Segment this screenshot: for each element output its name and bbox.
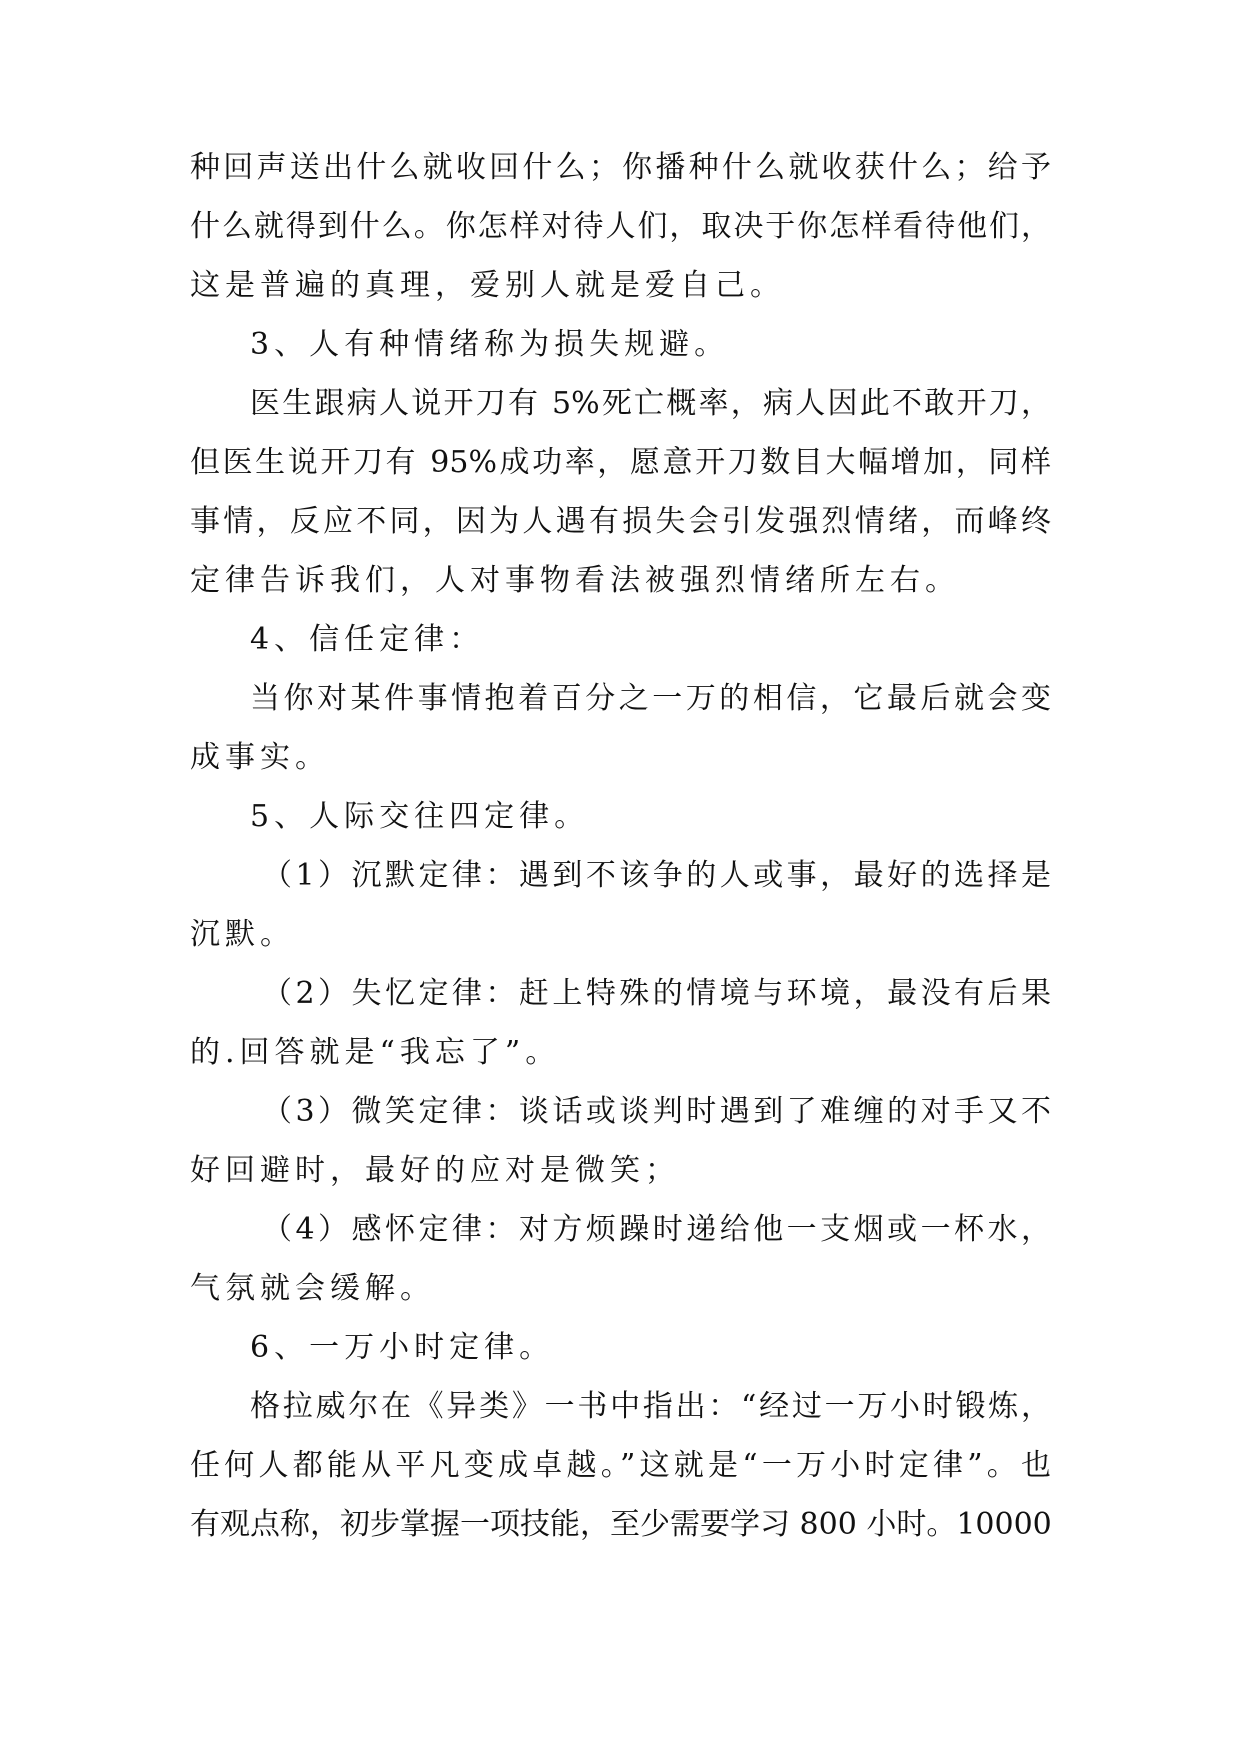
list-item: （3）微笑定律：谈话或谈判时遇到了难缠的对手又不 xyxy=(262,1094,1051,1129)
section-heading: 6、一万小时定律。 xyxy=(250,1330,555,1365)
text-line: 医生跟病人说开刀有 5%死亡概率，病人因此不敢开刀， xyxy=(250,386,1051,421)
text-line: 种回声送出什么就收回什么；你播种什么就收获什么；给予 xyxy=(190,150,1051,185)
section-heading: 4、信任定律： xyxy=(250,622,485,657)
text-line: 的.回答就是“我忘了”。 xyxy=(190,1035,561,1070)
text-line: 好回避时，最好的应对是微笑； xyxy=(190,1153,680,1188)
text-line: 但医生说开刀有 95%成功率，愿意开刀数目大幅增加，同样 xyxy=(190,445,1051,480)
text-line: 格拉威尔在《异类》一书中指出：“经过一万小时锻炼， xyxy=(250,1389,1051,1424)
section-heading: 3、人有种情绪称为损失规避。 xyxy=(250,327,730,362)
text-line: 气氛就会缓解。 xyxy=(190,1271,435,1306)
section-heading: 5、人际交往四定律。 xyxy=(250,799,590,834)
text-line: 有观点称，初步掌握一项技能，至少需要学习 800 小时。10000 xyxy=(190,1507,1052,1542)
text-line: 这是普遍的真理，爱别人就是爱自己。 xyxy=(190,268,785,303)
text-line: 当你对某件事情抱着百分之一万的相信，它最后就会变 xyxy=(250,681,1051,716)
list-item: （4）感怀定律：对方烦躁时递给他一支烟或一杯水， xyxy=(262,1212,1051,1247)
text-line: 沉默。 xyxy=(190,917,295,952)
text-line: 任何人都能从平凡变成卓越。”这就是“一万小时定律”。也 xyxy=(190,1448,1051,1483)
text-line: 成事实。 xyxy=(190,740,330,775)
text-line: 事情，反应不同，因为人遇有损失会引发强烈情绪，而峰终 xyxy=(190,504,1051,539)
text-line: 什么就得到什么。你怎样对待人们，取决于你怎样看待他们， xyxy=(190,209,1051,244)
list-item: （2）失忆定律：赶上特殊的情境与环境，最没有后果 xyxy=(262,976,1051,1011)
text-line: 定律告诉我们，人对事物看法被强烈情绪所左右。 xyxy=(190,563,960,598)
list-item: （1）沉默定律：遇到不该争的人或事，最好的选择是 xyxy=(262,858,1051,893)
